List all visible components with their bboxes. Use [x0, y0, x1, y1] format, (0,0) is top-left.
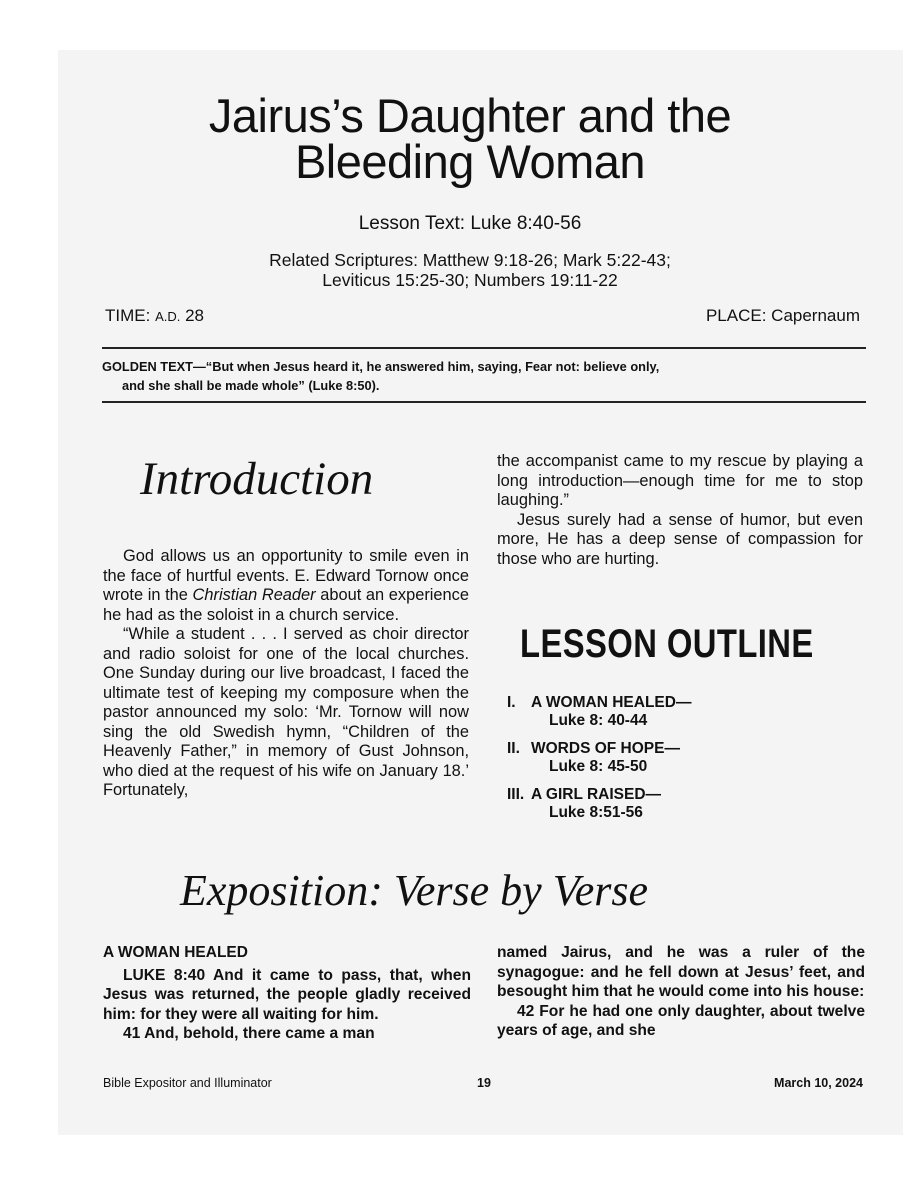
time-label: TIME:: [105, 306, 156, 325]
outline-item: [507, 740, 867, 776]
verse-41-end: named Jairus, and he was a ruler of the synagogue: and he fell down at Jesus’ feet, and besought him that he would come into his house:: [497, 944, 865, 1000]
outline-title: A WOMAN HEALED—: [531, 694, 692, 711]
intro-p1-publication: Christian Reader: [192, 586, 316, 604]
related-scriptures: [190, 250, 750, 290]
outline-number: II.: [507, 740, 520, 757]
exposition-right-column: [497, 943, 865, 1041]
outline-number: I.: [507, 694, 516, 711]
time-era: A.D.: [155, 309, 181, 324]
related-line-1: Related Scriptures: Matthew 9:18-26; Mark 5:22-43;: [269, 250, 671, 270]
outline-number: III.: [507, 786, 525, 803]
intro-paragraph-3: the accompanist came to my rescue by playing a long introduction—enough time for me to stop laughing.”: [497, 452, 863, 509]
outline-reference: Luke 8:51-56: [549, 804, 643, 821]
outline-reference: Luke 8: 40-44: [549, 712, 648, 729]
golden-text: [102, 357, 866, 395]
footer-publication: Bible Expositor and Illuminator: [103, 1076, 272, 1090]
lesson-place: PLACE: Capernaum: [705, 306, 860, 325]
lesson-title: [120, 89, 820, 188]
exposition-left-column: [103, 943, 471, 1044]
outline-item: [507, 786, 867, 822]
intro-paragraph-1: [103, 547, 469, 625]
lesson-time: [105, 306, 204, 326]
intro-paragraph-2: “While a student . . . I served as choir director and radio soloist for one of the local churches. One Sunday during our live broadcast, I faced the ultimate test of keeping my composure when the pastor announced my solo: ‘Mr. Tornow will now sing the old Swedish hymn, “Children of the Heavenly Father,” in memory of Gust Johnson, who died at the request of his wife on January 18.’ Fortunately,: [103, 625, 469, 799]
golden-text-top-rule: [102, 347, 866, 349]
related-line-2: Leviticus 15:25-30; Numbers 19:11-22: [322, 270, 618, 290]
lesson-outline: [507, 694, 867, 832]
outline-reference: Luke 8: 45-50: [549, 758, 648, 775]
golden-text-bottom-rule: [102, 401, 866, 403]
outline-title: A GIRL RAISED—: [531, 786, 662, 803]
introduction-heading: Introduction: [140, 453, 374, 505]
intro-p1-text-end: about an experience he had as the soloist in a church service.: [103, 586, 469, 624]
intro-p1-text: God allows us an opportunity to smile even in the face of hurtful events. E. Edward Tornow once wrote in the: [103, 547, 469, 604]
section-heading: A WOMAN HEALED: [103, 944, 248, 961]
exposition-heading: Exposition: Verse by Verse: [180, 866, 648, 915]
lesson-outline-heading: LESSON OUTLINE: [520, 622, 814, 666]
verse-42: 42 For he had one only daughter, about twelve years of age, and she: [497, 1002, 865, 1039]
golden-text-line-2: and she shall be made whole” (Luke 8:50).: [122, 378, 380, 393]
title-line-2: Bleeding Woman: [294, 135, 646, 188]
footer-date: March 10, 2024: [774, 1076, 863, 1090]
introduction-body: [103, 547, 469, 801]
verse-41-start: 41 And, behold, there came a man: [123, 1025, 375, 1042]
title-line-1: Jairus’s Daughter and the: [208, 89, 732, 142]
introduction-continued: [497, 452, 863, 569]
lesson-text: Lesson Text: Luke 8:40-56: [358, 213, 582, 234]
footer-page-number: 19: [477, 1076, 491, 1090]
golden-text-line-1: GOLDEN TEXT—“But when Jesus heard it, he answered him, saying, Fear not: believe only,: [102, 359, 660, 374]
time-year: 28: [180, 306, 204, 325]
intro-paragraph-4: Jesus surely had a sense of humor, but even more, He has a deep sense of compassion for those who are hurting.: [497, 510, 863, 568]
outline-item: [507, 694, 867, 730]
verse-40: LUKE 8:40 And it came to pass, that, when Jesus was returned, the people gladly received him: for they were all waiting for him.: [103, 966, 471, 1023]
outline-title: WORDS OF HOPE—: [531, 740, 680, 757]
